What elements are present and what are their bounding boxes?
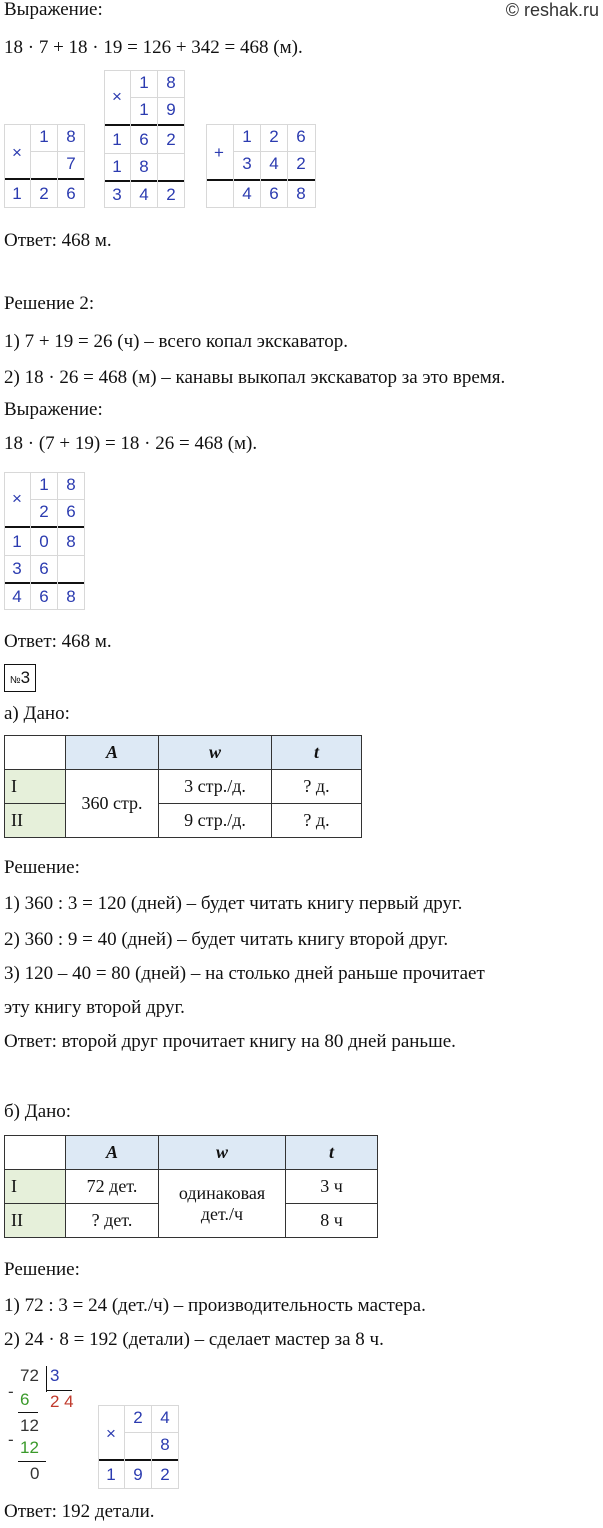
solution-a-step-2: 2) 360 : 9 = 40 (дней) – будет читать книгу второй друг. bbox=[4, 929, 449, 950]
digit: 2 bbox=[296, 154, 306, 173]
expression-label-2: Выражение: bbox=[4, 399, 103, 420]
remainder-1: 12 bbox=[20, 1416, 39, 1435]
solution-2-step-2: 2) 18 · 26 = 468 (м) – канавы выкопал экскаватор за это время. bbox=[4, 367, 506, 388]
answer-1: Ответ: 468 м. bbox=[4, 230, 112, 251]
subtrahend-2: 12 bbox=[20, 1438, 39, 1457]
row-label: I bbox=[5, 770, 66, 804]
cell-w: 3 стр./д. bbox=[159, 770, 272, 804]
digit: 2 bbox=[166, 185, 176, 204]
digit: 2 bbox=[269, 127, 279, 146]
digit: 8 bbox=[296, 184, 306, 203]
solution-a-step-3-cont: эту книгу второй друг. bbox=[4, 997, 185, 1018]
product-line bbox=[104, 124, 185, 126]
cell-t: 8 ч bbox=[286, 1204, 378, 1238]
digit: 1 bbox=[12, 532, 22, 551]
header-a: A bbox=[66, 736, 159, 770]
divisor: 3 bbox=[50, 1366, 60, 1385]
digit: 1 bbox=[106, 1465, 116, 1484]
cell-w-line-1: одинаковая bbox=[178, 1182, 266, 1203]
header-t: t bbox=[272, 736, 362, 770]
table-corner bbox=[5, 736, 66, 770]
cell-t: 3 ч bbox=[286, 1170, 378, 1204]
digit: 6 bbox=[269, 184, 279, 203]
digit: 1 bbox=[39, 475, 49, 494]
digit: 2 bbox=[39, 502, 49, 521]
solution-a-step-3: 3) 120 – 40 = 80 (дней) – на столько дней раньше прочитает bbox=[4, 963, 485, 984]
cell-a: 72 дет. bbox=[66, 1170, 159, 1204]
digit: 8 bbox=[66, 127, 76, 146]
cell-t: ? д. bbox=[272, 804, 362, 838]
digit: 8 bbox=[66, 587, 76, 606]
header-w: w bbox=[159, 1136, 286, 1170]
given-table-b bbox=[4, 1135, 378, 1238]
multiply-sign: × bbox=[112, 87, 122, 106]
result-line bbox=[4, 178, 85, 180]
solution-b-step-1: 1) 72 : 3 = 24 (дет./ч) – производительность мастера. bbox=[4, 1295, 426, 1316]
digit: 3 bbox=[112, 185, 122, 204]
table-corner bbox=[5, 1136, 66, 1170]
product-line bbox=[4, 526, 85, 528]
quotient: 2 4 bbox=[50, 1392, 74, 1411]
solution-b-title: Решение: bbox=[4, 1259, 80, 1280]
digit: 4 bbox=[160, 1408, 170, 1427]
digit: 1 bbox=[139, 73, 149, 92]
dividend: 72 bbox=[20, 1366, 39, 1385]
digit: 8 bbox=[66, 532, 76, 551]
task-number: 3 bbox=[20, 668, 31, 687]
multiply-sign: × bbox=[12, 489, 22, 508]
digit: 7 bbox=[66, 154, 76, 173]
solution-2-title: Решение 2: bbox=[4, 293, 95, 314]
digit: 1 bbox=[112, 130, 122, 149]
task-number-box: №3 bbox=[4, 664, 36, 692]
minus-sign: - bbox=[8, 1382, 14, 1401]
digit: 1 bbox=[242, 127, 252, 146]
result-line bbox=[98, 1459, 179, 1461]
header-w: w bbox=[159, 736, 272, 770]
cell-w-merged bbox=[159, 1170, 286, 1238]
header-t: t bbox=[286, 1136, 378, 1170]
digit: 6 bbox=[39, 559, 49, 578]
subtrahend-1: 6 bbox=[20, 1390, 30, 1409]
calc-24x8 bbox=[98, 1405, 179, 1489]
answer-a: Ответ: второй друг прочитает книгу на 80 дней раньше. bbox=[4, 1031, 456, 1052]
calc-18x26 bbox=[4, 472, 85, 610]
expression-label: Выражение: bbox=[4, 0, 103, 20]
digit: 4 bbox=[139, 185, 149, 204]
digit: 8 bbox=[139, 157, 149, 176]
digit: 1 bbox=[39, 127, 49, 146]
cell-a: ? дет. bbox=[66, 1204, 159, 1238]
digit: 3 bbox=[242, 154, 252, 173]
digit: 2 bbox=[160, 1465, 170, 1484]
digit: 4 bbox=[269, 154, 279, 173]
digit: 0 bbox=[39, 532, 49, 551]
expression: 18 · 7 + 18 · 19 = 126 + 342 = 468 (м). bbox=[4, 37, 303, 58]
digit: 2 bbox=[39, 184, 49, 203]
answer-b: Ответ: 192 детали. bbox=[4, 1501, 155, 1522]
given-a-label: а) Дано: bbox=[4, 703, 70, 724]
solution-2-step-1: 1) 7 + 19 = 26 (ч) – всего копал экскаватор. bbox=[4, 331, 348, 352]
digit: 6 bbox=[66, 502, 76, 521]
digit: 6 bbox=[66, 184, 76, 203]
cell-t: ? д. bbox=[272, 770, 362, 804]
digit: 9 bbox=[166, 100, 176, 119]
given-table-a bbox=[4, 735, 362, 838]
solution-b-step-2: 2) 24 · 8 = 192 (детали) – сделает мастер за 8 ч. bbox=[4, 1329, 384, 1350]
cell-a-merged: 360 стр. bbox=[66, 770, 159, 838]
expression-2: 18 · (7 + 19) = 18 · 26 = 468 (м). bbox=[4, 433, 258, 454]
multiply-sign: × bbox=[12, 143, 22, 162]
answer-2: Ответ: 468 м. bbox=[4, 631, 112, 652]
calc-18x19 bbox=[104, 70, 185, 208]
calc-add-126-342 bbox=[206, 124, 316, 208]
cell-w-line-2: дет./ч bbox=[200, 1203, 244, 1224]
digit: 1 bbox=[12, 184, 22, 203]
digit: 9 bbox=[133, 1465, 143, 1484]
digit: 6 bbox=[39, 587, 49, 606]
digit: 6 bbox=[139, 130, 149, 149]
calc-18x7 bbox=[4, 124, 85, 208]
digit: 1 bbox=[139, 100, 149, 119]
digit: 3 bbox=[12, 559, 22, 578]
digit: 1 bbox=[112, 157, 122, 176]
given-b-label: б) Дано: bbox=[4, 1101, 72, 1122]
minus-sign: - bbox=[8, 1430, 14, 1449]
multiply-sign: × bbox=[106, 1424, 116, 1443]
digit: 2 bbox=[166, 130, 176, 149]
solution-a-title: Решение: bbox=[4, 857, 80, 878]
row-label: II bbox=[5, 804, 66, 838]
digit: 4 bbox=[242, 184, 252, 203]
site-watermark: © reshak.ru bbox=[505, 0, 599, 20]
digit: 8 bbox=[66, 475, 76, 494]
long-division-72-by-3 bbox=[8, 1366, 88, 1486]
digit: 6 bbox=[296, 127, 306, 146]
digit: 2 bbox=[133, 1408, 143, 1427]
digit: 8 bbox=[166, 73, 176, 92]
digit: 8 bbox=[160, 1435, 170, 1454]
digit: 4 bbox=[12, 587, 22, 606]
remainder-final: 0 bbox=[30, 1464, 40, 1483]
header-a: A bbox=[66, 1136, 159, 1170]
solution-a-step-1: 1) 360 : 3 = 120 (дней) – будет читать книгу первый друг. bbox=[4, 893, 463, 914]
row-label: II bbox=[5, 1204, 66, 1238]
plus-sign: + bbox=[214, 143, 224, 162]
row-label: I bbox=[5, 1170, 66, 1204]
cell-w: 9 стр./д. bbox=[159, 804, 272, 838]
